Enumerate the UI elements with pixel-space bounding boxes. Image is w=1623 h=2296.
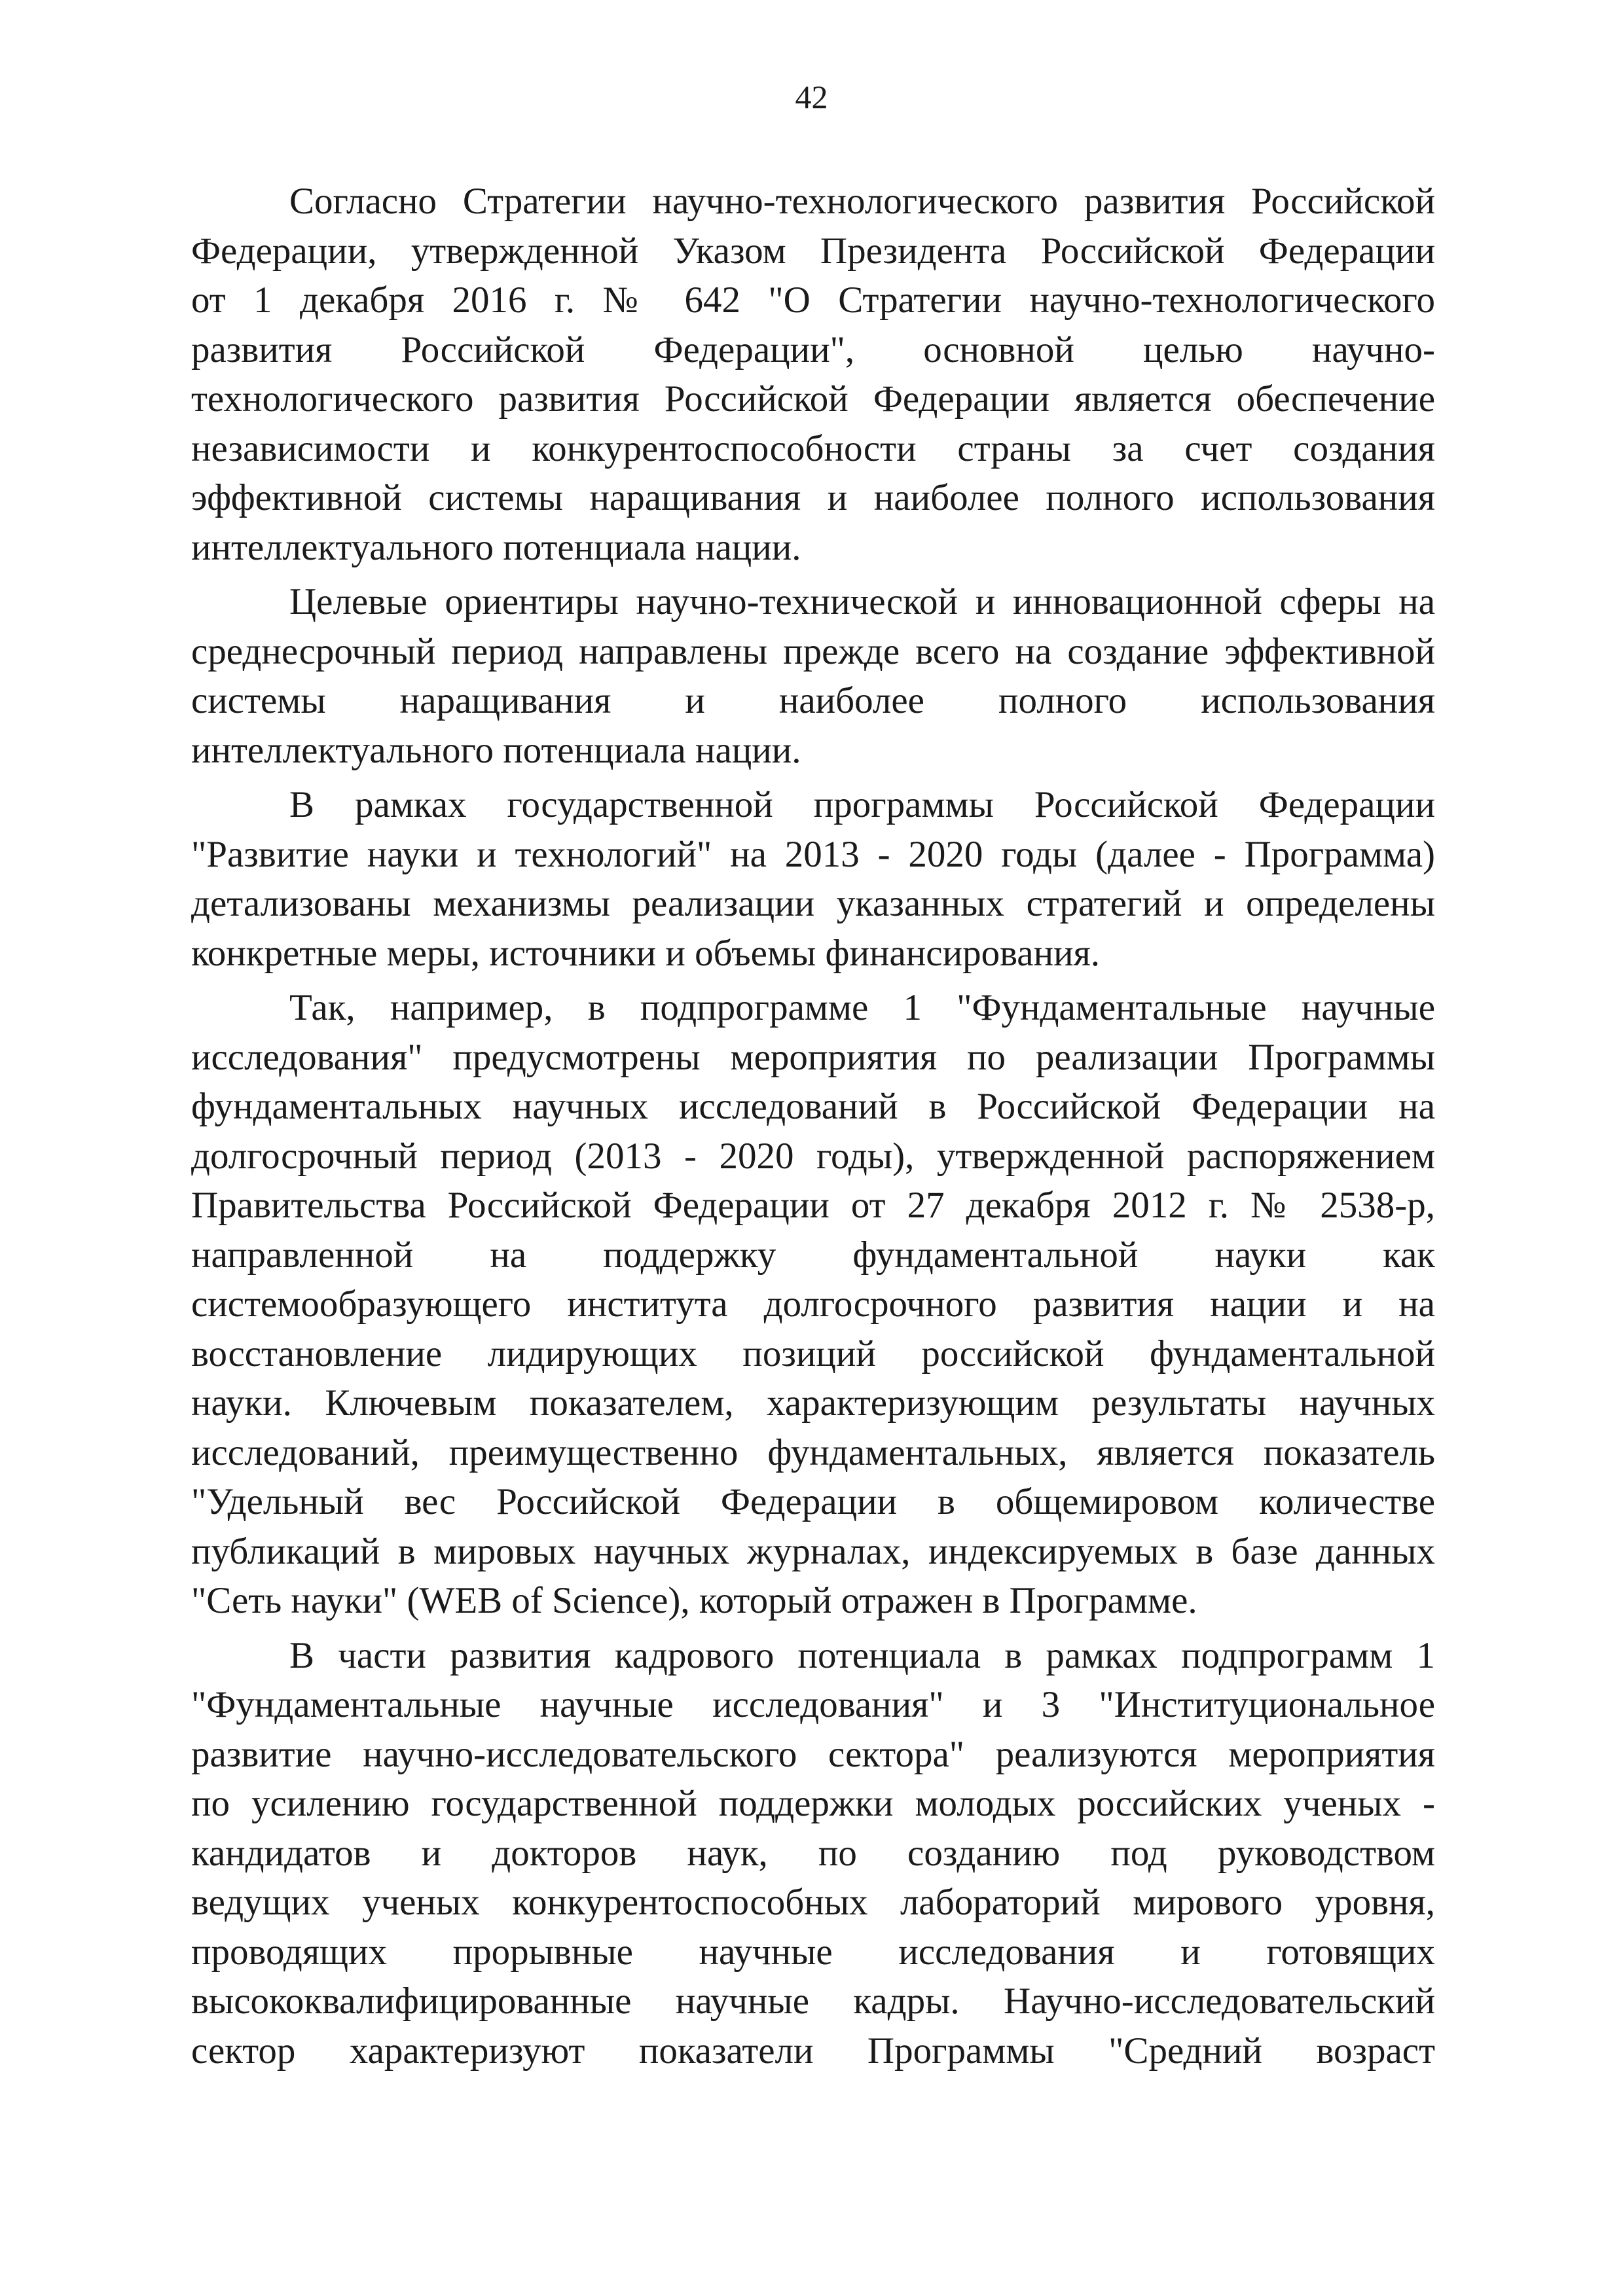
page-number: 42 — [795, 79, 828, 115]
text-line: Правительства Российской Федерации от 27 декабря 2012 г. № 2538-р, — [191, 1185, 1435, 1226]
paragraph-personnel — [191, 1631, 1435, 2076]
text-line: науки. Ключевым показателем, характеризующим результаты научных — [191, 1382, 1435, 1424]
text-line: публикаций в мировых научных журналах, индексируемых в базе данных — [191, 1530, 1435, 1572]
text-line: от 1 декабря 2016 г. № 642 "О Стратегии научно-технологического — [191, 279, 1435, 321]
text-line: независимости и конкурентоспособности страны за счет создания — [191, 427, 1435, 469]
text-line: направленной на поддержку фундаментальной науки как — [191, 1234, 1435, 1276]
text-line: "Развитие науки и технологий" на 2013 - 2020 годы (далее - Программа) — [191, 833, 1435, 875]
paragraph-program — [191, 780, 1435, 978]
text-line: "Фундаментальные научные исследования" и 3 "Институциональное — [191, 1684, 1435, 1725]
paragraph-subprogram-1 — [191, 983, 1435, 1626]
text-line: фундаментальных научных исследований в Российской Федерации на — [191, 1086, 1435, 1127]
text-line: системообразующего института долгосрочного развития нации и на — [191, 1283, 1435, 1325]
text-line: сектор характеризуют показатели Программы "Средний возраст — [191, 2030, 1435, 2072]
text-line: системы наращивания и наиболее полного использования — [191, 680, 1435, 721]
text-line: среднесрочный период направлены прежде всего на создание эффективной — [191, 630, 1435, 672]
text-line: Федерации, утвержденной Указом Президента Российской Федерации — [191, 230, 1435, 272]
text-line: ведущих ученых конкурентоспособных лабораторий мирового уровня, — [191, 1882, 1435, 1923]
text-line: развитие научно-исследовательского сектора" реализуются мероприятия — [191, 1733, 1435, 1775]
text-line: эффективной системы наращивания и наиболее полного использования — [191, 477, 1435, 518]
text-line: конкретные меры, источники и объемы финансирования. — [191, 932, 1101, 974]
paragraph-targets — [191, 577, 1435, 775]
text-line: "Сеть науки" (WEB of Science), который отражен в Программе. — [191, 1580, 1197, 1621]
text-line: детализованы механизмы реализации указанных стратегий и определены — [191, 883, 1435, 924]
text-line: развития Российской Федерации", основной целью научно- — [191, 329, 1435, 370]
text-line: долгосрочный период (2013 - 2020 годы), утвержденной распоряжением — [191, 1135, 1435, 1177]
text-line: "Удельный вес Российской Федерации в общемировом количестве — [191, 1481, 1435, 1522]
text-line: по усилению государственной поддержки молодых российских ученых - — [191, 1783, 1435, 1824]
text-line: В части развития кадрового потенциала в рамках подпрограмм 1 — [289, 1634, 1435, 1676]
text-line: В рамках государственной программы Российской Федерации — [289, 784, 1435, 825]
text-line: проводящих прорывные научные исследования и готовящих — [191, 1931, 1435, 1973]
text-line: Согласно Стратегии научно-технологического развития Российской — [289, 181, 1435, 222]
text-line: интеллектуального потенциала нации. — [191, 729, 801, 771]
text-line: кандидатов и докторов наук, по созданию под руководством — [191, 1832, 1435, 1874]
text-line: Целевые ориентиры научно-технической и инновационной сферы на — [289, 581, 1435, 622]
text-line: технологического развития Российской Федерации является обеспечение — [191, 378, 1435, 420]
document-body — [191, 177, 1435, 2081]
text-line: исследований, преимущественно фундаментальных, является показатель — [191, 1431, 1435, 1473]
paragraph-strategy — [191, 177, 1435, 572]
text-line: высококвалифицированные научные кадры. Научно-исследовательский — [191, 1981, 1435, 2022]
text-line: интеллектуального потенциала нации. — [191, 526, 801, 568]
text-line: исследования" предусмотрены мероприятия по реализации Программы — [191, 1036, 1435, 1078]
text-line: восстановление лидирующих позиций российской фундаментальной — [191, 1333, 1435, 1374]
text-line: Так, например, в подпрограмме 1 "Фундаментальные научные — [289, 987, 1435, 1028]
